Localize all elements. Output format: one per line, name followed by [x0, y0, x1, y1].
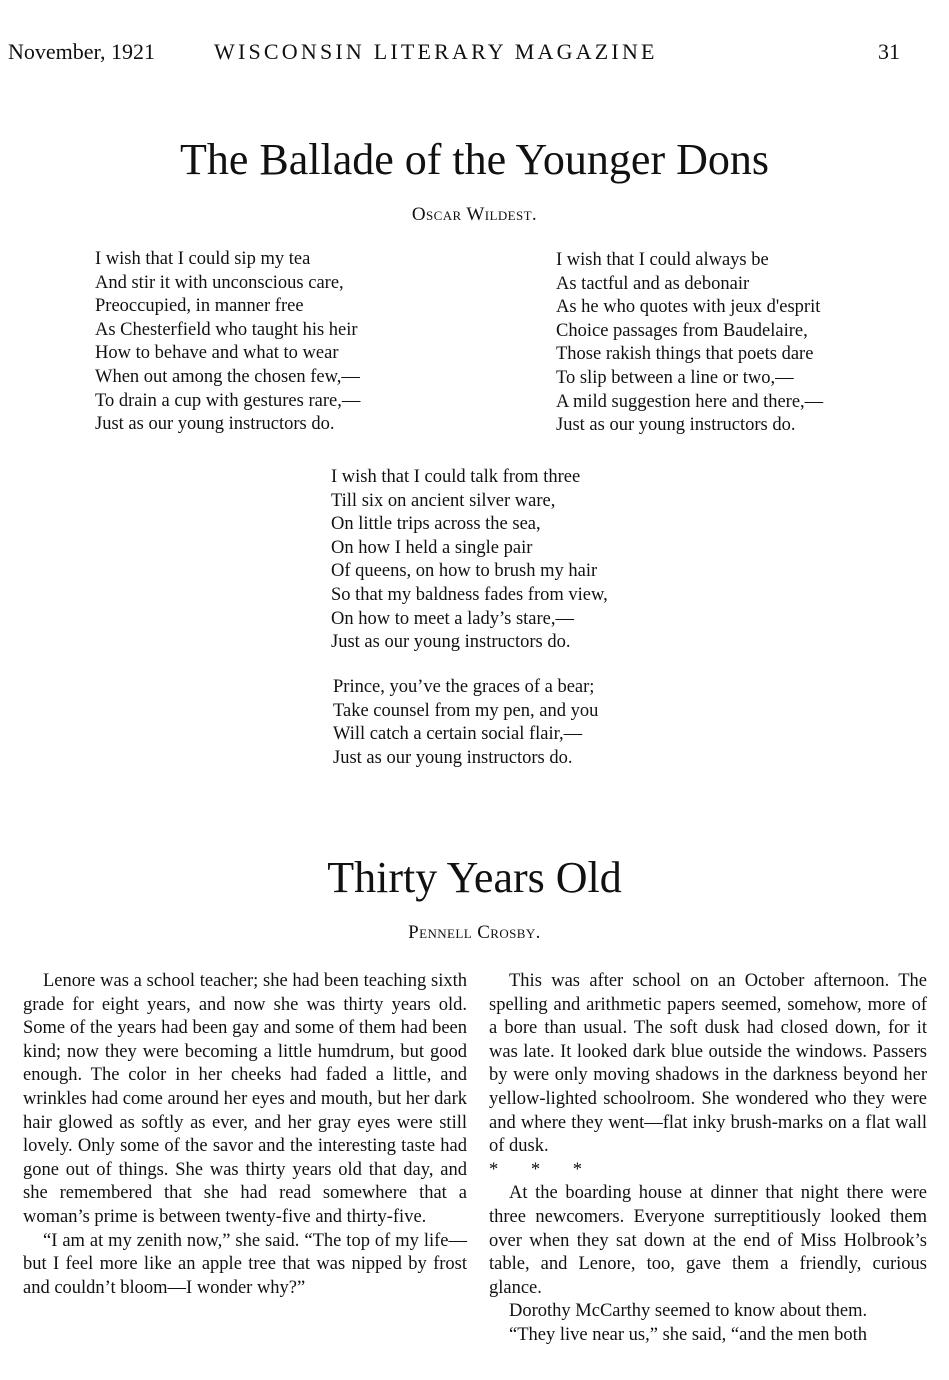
poem-line: I wish that I could sip my tea — [95, 249, 311, 269]
header-magazine-title: WISCONSIN LITERARY MAGAZINE — [214, 39, 658, 64]
poem-line: I wish that I could talk from three — [331, 467, 581, 487]
poem-line: As tactful and as debonair — [556, 273, 750, 294]
header-page-number: 31 — [878, 39, 900, 64]
poem-line: Till six on ancient silver ware, — [331, 490, 556, 511]
poem-line: Just as our young instructors do. — [333, 747, 573, 768]
poem-line: Prince, you’ve the graces of a bear; — [333, 677, 595, 697]
story-paragraph: “They live near us,” she said, “and the men both — [509, 1324, 868, 1345]
poem-line: Will catch a certain social flair,— — [333, 724, 583, 745]
story-paragraph: Dorothy McCarthy seemed to know about them. — [509, 1301, 868, 1322]
poem-line: When out among the chosen few,— — [95, 366, 360, 387]
story-right-column — [489, 970, 927, 1348]
story-paragraph: Lenore was a school teacher; she had been teaching sixth grade for eight years, and now she was thirty years old. Some of the years had been gay and some of them had been kind; now they were becoming a little humdrum, but good enough. The color in her cheeks had faded a little, and wrinkles had come around her eyes and mouth, but her dark hair glowed as softly as ever, and her gray eyes were still lovely. Only some of the savor and the interesting taste had gone out of things. She was thirty years old that day, and she remembered that she had read somewhere that a woman’s prime is between twenty-five and thirty-five. — [23, 971, 467, 1227]
story-paragraph: “I am at my zenith now,” she said. “The top of my life—but I feel more like an apple tree that was nipped by frost and couldn’t bloom—I wonder why?” — [23, 1230, 467, 1298]
story-title: Thirty Years Old — [327, 853, 622, 902]
poem-line: Choice passages from Baudelaire, — [556, 320, 808, 341]
story-paragraph: At the boarding house at dinner that night there were three newcomers. Everyone surreptitiously looked them over when they sat down at the end of Miss Holbrook’s table, and Lenore, too, gave them a friendly, curious glance. — [489, 1183, 927, 1298]
poem-line: And stir it with unconscious care, — [95, 272, 344, 293]
section-separator: * * * — [489, 1159, 582, 1180]
poem-line: Just as our young instructors do. — [331, 632, 571, 653]
poem-stanza-2 — [556, 249, 823, 438]
header-date: November, 1921 — [8, 39, 155, 64]
poem-line: On how I held a single pair — [331, 537, 533, 558]
poem-line: Of queens, on how to brush my hair — [331, 561, 598, 582]
poem-line: Preoccupied, in manner free — [95, 296, 304, 317]
poem-stanza-1 — [95, 248, 360, 437]
story-author: Pennell Crosby. — [408, 922, 541, 943]
poem-line: I wish that I could always be — [556, 250, 769, 270]
poem-line: Those rakish things that poets dare — [556, 344, 814, 365]
poem-line: A mild suggestion here and there,— — [556, 391, 824, 412]
poem-line: On little trips across the sea, — [331, 514, 541, 535]
poem-line: So that my baldness fades from view, — [331, 584, 608, 605]
poem-line: To slip between a line or two,— — [556, 367, 794, 388]
poem-author: Oscar Wildest. — [411, 204, 538, 225]
poem-envoi — [333, 676, 598, 770]
story-paragraph: This was after school on an October afternoon. The spelling and arithmetic papers seemed, somehow, more of a bore than usual. The soft dusk had closed down, for it was late. It looked dark blue outside the windows. Passers by were only moving shadows in the darkness beyond her yellow-lighted schoolroom. She wondered who they were and where they went—flat inky brush-marks on a flat wall of dusk. — [489, 971, 927, 1157]
poem-line: Take counsel from my pen, and you — [333, 700, 599, 721]
poem-line: How to behave and what to wear — [95, 343, 339, 364]
poem-line: As he who quotes with jeux d'esprit — [556, 297, 821, 318]
poem-stanza-3 — [331, 466, 608, 655]
poem-line: As Chesterfield who taught his heir — [95, 319, 358, 340]
poem-title: The Ballade of the Younger Dons — [179, 135, 769, 184]
poem-line: To drain a cup with gestures rare,— — [95, 390, 361, 411]
poem-line: Just as our young instructors do. — [95, 414, 335, 435]
poem-line: Just as our young instructors do. — [556, 415, 796, 436]
poem-line: On how to meet a lady’s stare,— — [331, 608, 575, 629]
story-left-column — [23, 970, 467, 1300]
